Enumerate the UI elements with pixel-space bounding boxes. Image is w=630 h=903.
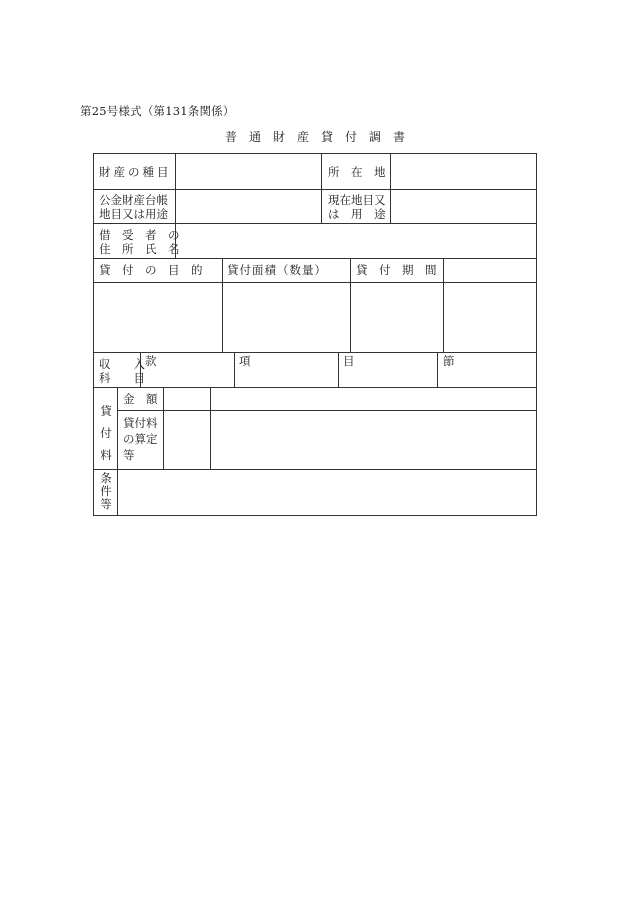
document-title: 普通財産貸付調書 [224,130,417,144]
label-kou: 項 [239,354,251,368]
col-divider [443,258,444,352]
label-fee-calculation: 貸付料 の算定 等 [123,416,158,462]
row-divider [94,223,536,224]
label-current-use: 現在地目又 は 用 途 [328,193,386,221]
label-lease-area: 貸付面積（数量） [227,263,327,277]
label-lease-purpose: 貸 付 の 目 的 [99,263,203,277]
col-divider [117,469,118,515]
col-divider [350,258,351,352]
col-divider [437,352,438,387]
label-ledger-use: 公金財産台帳 地目又は用途 [99,193,168,221]
col-divider [338,352,339,387]
label-revenue-category: 収 入 科 目 [99,357,145,385]
col-divider [390,154,391,189]
label-amount: 金 額 [123,392,158,406]
row-divider [94,258,536,259]
form-number: 第25号様式（第131条関係） [80,104,235,118]
row-divider [94,387,536,388]
col-divider [210,387,211,469]
label-lease-period: 貸 付 期 間 [356,263,437,277]
label-lease-fee: 貸 付 料 [100,404,112,462]
row-divider [94,352,536,353]
lease-record-form [93,153,537,516]
col-divider [234,352,235,387]
label-property-type: 財産の種目 [99,165,172,179]
label-borrower: 借 受 者 の 住 所 氏 名 [99,228,180,256]
col-divider [222,258,223,352]
row-divider [94,282,536,283]
label-location: 所 在 地 [328,165,386,179]
row-divider [94,189,536,190]
col-divider [390,189,391,223]
label-moku: 目 [343,354,355,368]
row-divider [117,410,536,411]
label-setsu: 節 [443,354,455,368]
col-divider [321,154,322,189]
col-divider [321,189,322,223]
col-divider [117,387,118,469]
label-kan: 款 [145,354,157,368]
col-divider [163,387,164,469]
row-divider [94,469,536,470]
label-conditions: 条 件 等 [100,471,112,511]
